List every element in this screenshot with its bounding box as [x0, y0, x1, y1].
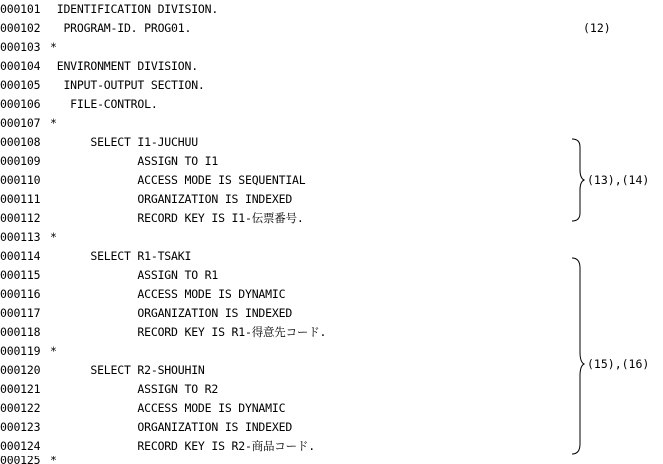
code-line — [0, 76, 205, 95]
code-text: ORGANIZATION IS INDEXED — [50, 306, 293, 320]
code-line — [0, 95, 158, 114]
code-line — [0, 0, 218, 19]
sequence-number: 000101 — [0, 2, 41, 16]
sequence-number: 000112 — [0, 211, 41, 225]
sequence-number: 000107 — [0, 116, 41, 130]
code-text: * — [50, 116, 57, 130]
code-line — [0, 285, 285, 304]
code-line — [0, 247, 191, 266]
sequence-number: 000125 — [0, 456, 41, 464]
code-text: ACCESS MODE IS SEQUENTIAL — [50, 173, 306, 187]
code-line — [0, 38, 57, 57]
curly-brace-icon — [572, 258, 584, 454]
code-text: FILE-CONTROL. — [50, 97, 158, 111]
code-text: IDENTIFICATION DIVISION. — [50, 2, 219, 16]
code-text: ASSIGN TO R1 — [50, 268, 219, 282]
code-text: RECORD KEY IS R1-得意先コード. — [50, 325, 327, 339]
code-text: ACCESS MODE IS DYNAMIC — [50, 287, 286, 301]
sequence-number: 000102 — [0, 21, 41, 35]
code-text: RECORD KEY IS R2-商品コード. — [50, 439, 315, 453]
code-line — [0, 152, 218, 171]
code-line — [0, 304, 292, 323]
code-line — [0, 266, 218, 285]
sequence-number: 000120 — [0, 363, 41, 377]
code-line — [0, 209, 304, 228]
sequence-number: 000116 — [0, 287, 41, 301]
sequence-number: 000103 — [0, 40, 41, 54]
sequence-number: 000105 — [0, 78, 41, 92]
code-line — [0, 437, 315, 456]
code-text: SELECT I1-JUCHUU — [50, 135, 198, 149]
code-text: ORGANIZATION IS INDEXED — [50, 192, 293, 206]
code-text: * — [50, 456, 57, 464]
code-text: ENVIRONMENT DIVISION. — [50, 59, 198, 73]
code-text: ASSIGN TO R2 — [50, 382, 219, 396]
sequence-number: 000106 — [0, 97, 41, 111]
sequence-number: 000115 — [0, 268, 41, 282]
code-text: * — [50, 230, 57, 244]
code-text: PROGRAM-ID. PROG01. — [50, 21, 192, 35]
code-text: * — [50, 344, 57, 358]
sequence-number: 000109 — [0, 154, 41, 168]
code-text: RECORD KEY IS I1-伝票番号. — [50, 211, 304, 225]
code-text: * — [50, 40, 57, 54]
sequence-number: 000118 — [0, 325, 41, 339]
sequence-number: 000117 — [0, 306, 41, 320]
code-text: ORGANIZATION IS INDEXED — [50, 420, 293, 434]
sequence-number: 000124 — [0, 439, 41, 453]
code-line — [0, 133, 198, 152]
annotation-master-selects: (15),(16) — [587, 357, 650, 371]
sequence-number: 000121 — [0, 382, 41, 396]
sequence-number: 000113 — [0, 230, 41, 244]
code-line — [0, 380, 218, 399]
code-line — [0, 456, 57, 464]
code-line — [0, 399, 285, 418]
sequence-number: 000111 — [0, 192, 41, 206]
sequence-number: 000122 — [0, 401, 41, 415]
code-line — [0, 228, 57, 247]
sequence-number: 000104 — [0, 59, 41, 73]
code-line — [0, 361, 205, 380]
annotation-program-id: (12) — [583, 21, 611, 35]
code-line — [0, 171, 306, 190]
code-text: SELECT R2-SHOUHIN — [50, 363, 205, 377]
code-line — [0, 190, 292, 209]
code-line — [0, 342, 57, 361]
annotation-juchuu-select: (13),(14) — [587, 173, 650, 187]
code-line — [0, 418, 292, 437]
sequence-number: 000108 — [0, 135, 41, 149]
curly-brace-icon — [572, 139, 584, 221]
code-line — [0, 114, 57, 133]
code-line — [0, 57, 198, 76]
code-line — [0, 19, 191, 38]
code-text: ASSIGN TO I1 — [50, 154, 219, 168]
code-text: INPUT-OUTPUT SECTION. — [50, 78, 205, 92]
sequence-number: 000123 — [0, 420, 41, 434]
sequence-number: 000110 — [0, 173, 41, 187]
sequence-number: 000119 — [0, 344, 41, 358]
sequence-number: 000114 — [0, 249, 41, 263]
code-text: SELECT R1-TSAKI — [50, 249, 192, 263]
code-text: ACCESS MODE IS DYNAMIC — [50, 401, 286, 415]
code-line — [0, 323, 326, 342]
